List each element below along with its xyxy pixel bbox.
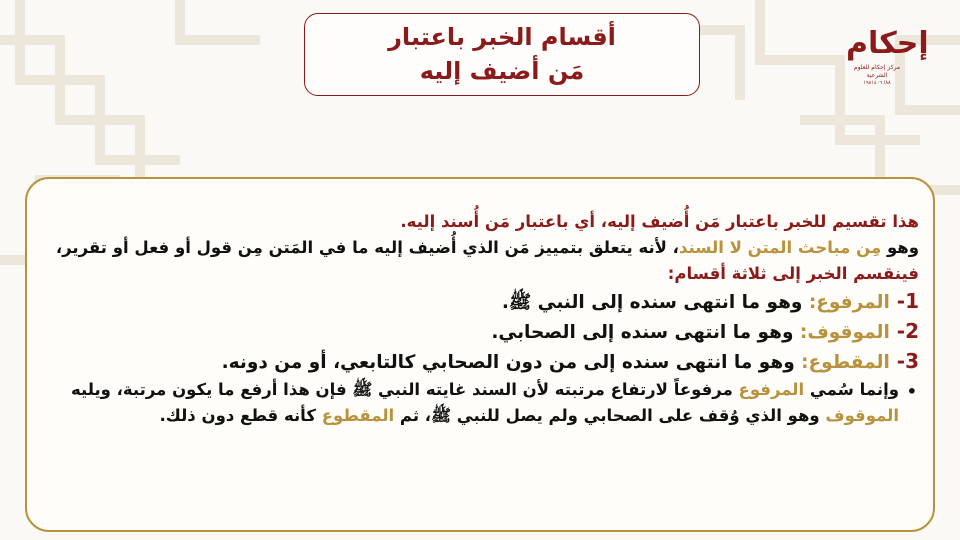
item-text: وهو ما انتهى سنده إلى الصحابي. — [491, 322, 800, 343]
note-text-1: وإنما سُمي — [804, 380, 899, 399]
note-term-mawquf: الموقوف — [825, 406, 899, 425]
list-item-mawquf — [43, 317, 919, 347]
bullet-note — [43, 377, 919, 429]
logo-name: إحكام — [846, 26, 929, 61]
content-panel — [25, 177, 935, 532]
item-text: وهو ما انتهى سنده إلى من دون الصحابي كالتابعي، أو من دونه. — [221, 352, 802, 373]
item-term: المرفوع: — [808, 292, 890, 313]
item-number: 3- — [889, 349, 919, 373]
item-number: 2- — [889, 319, 919, 343]
list-item-maqtu — [43, 347, 919, 377]
item-term: المقطوع: — [801, 352, 890, 373]
explanation-text-a: وهو — [881, 238, 919, 257]
division-statement: فينقسم الخبر إلى ثلاثة أقسام: — [667, 264, 919, 283]
explanation-text-c: ، لأنه يتعلق بتمييز مَن الذي أُضيف إليه ما في المَتن مِن قول أو فعل أو تقرير، — [55, 238, 679, 257]
note-term-marfu: المرفوع — [738, 380, 805, 399]
explanation-paragraph — [43, 235, 919, 287]
title-line-2: مَن أضيف إليه — [419, 57, 585, 85]
note-text-3: وهو الذي وُقف على الصحابي ولم يصل للنبي ﷺ، ثم — [394, 406, 826, 425]
logo-tagline: ٨٨/ ١٩٨١٤٠٦ — [863, 80, 891, 86]
slide-title — [304, 13, 700, 96]
intro-text: هذا تقسيم للخبر باعتبار مَن أُضيف إليه، أي باعتبار مَن أُسند إليه. — [400, 212, 919, 231]
item-term: الموقوف: — [799, 322, 890, 343]
note-text-2: مرفوعاً لارتفاع مرتبته لأن السند غايته النبي ﷺ فإن هذا أرفع ما يكون مرتبة، ويليه — [70, 380, 739, 399]
list-item-marfu — [43, 287, 919, 317]
logo-subtitle: مركز إحكام للعلوم الشرعية — [853, 64, 901, 79]
item-text: وهو ما انتهى سنده إلى النبي ﷺ. — [501, 292, 809, 313]
highlight-matn: مِن مباحث المتن لا السند — [678, 238, 882, 257]
title-line-1: أقسام الخبر باعتبار — [388, 23, 616, 51]
note-text-4: كأنه قطع دون ذلك. — [159, 406, 322, 425]
bullet-icon: • — [906, 382, 917, 401]
logo — [846, 24, 929, 90]
item-number: 1- — [889, 289, 919, 313]
note-term-maqtu: المقطوع — [321, 406, 395, 425]
